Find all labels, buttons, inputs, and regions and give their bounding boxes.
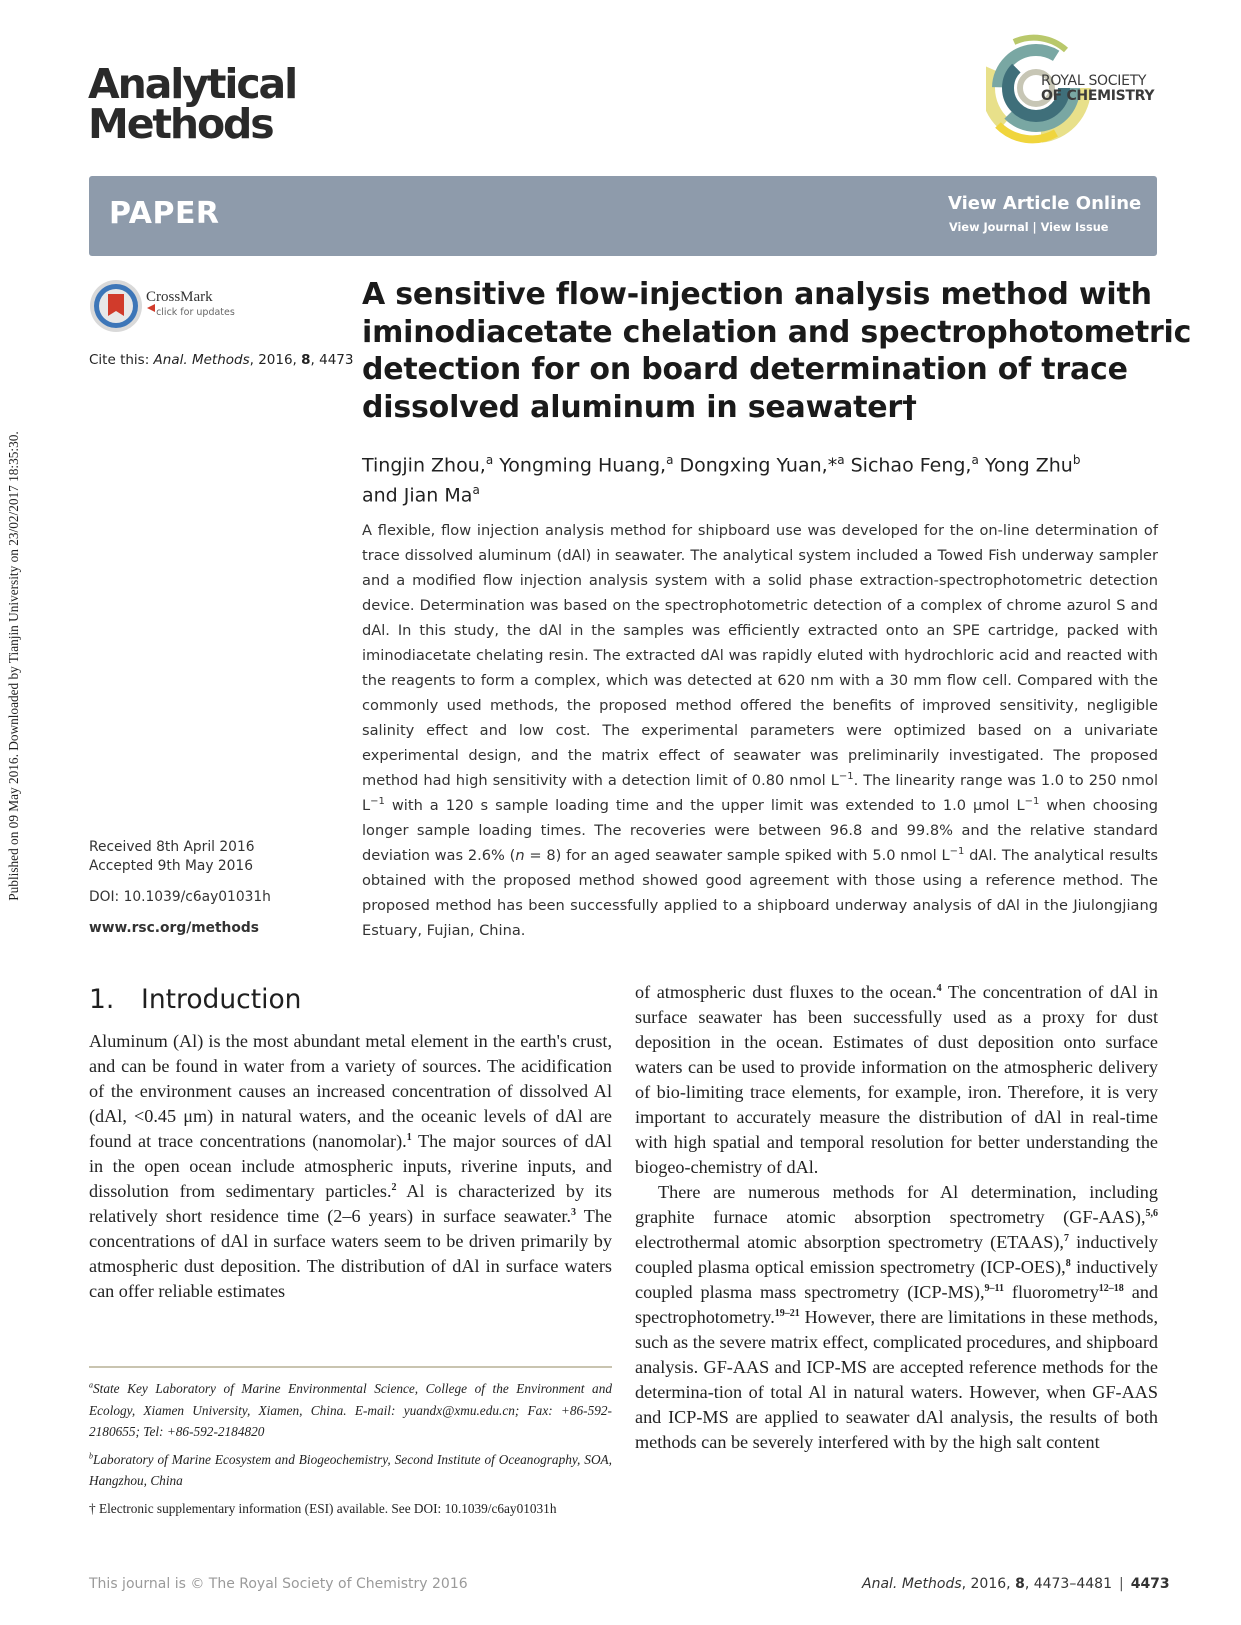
author-list bbox=[362, 448, 1162, 509]
rsc-line2: OF CHEMISTRY bbox=[1041, 88, 1155, 104]
reference-link[interactable]: 1 bbox=[406, 1131, 412, 1143]
reference-link[interactable]: 8 bbox=[1065, 1257, 1071, 1269]
abstract bbox=[362, 518, 1158, 943]
rsc-line1: ROYAL SOCIETY bbox=[1041, 73, 1147, 89]
section-heading bbox=[89, 984, 301, 1015]
abstract-sup: −1 bbox=[838, 771, 854, 783]
citation-year: , 2016, bbox=[249, 352, 302, 368]
author-name[interactable]: and Jian Ma bbox=[362, 484, 473, 507]
abstract-sup: −1 bbox=[1024, 796, 1040, 808]
article-meta bbox=[89, 838, 271, 938]
citation-prefix: Cite this: bbox=[89, 352, 154, 368]
section-title: Introduction bbox=[141, 984, 302, 1015]
author-name[interactable]: Yong Zhu bbox=[984, 454, 1073, 477]
text-run: fluorometry bbox=[1003, 1282, 1099, 1302]
article-type-label: PAPER bbox=[109, 196, 220, 231]
accepted-date: Accepted 9th May 2016 bbox=[89, 858, 253, 874]
footer-journal: Anal. Methods bbox=[862, 1576, 962, 1592]
view-article-online-link[interactable]: View Article Online bbox=[948, 193, 1142, 214]
footnote-mark: a bbox=[89, 1380, 93, 1390]
reference-link[interactable]: 12–18 bbox=[1098, 1282, 1124, 1294]
reference-link[interactable]: 2 bbox=[391, 1181, 397, 1193]
author-affiliation[interactable]: a bbox=[666, 453, 674, 467]
article-title bbox=[362, 276, 1192, 426]
reference-link[interactable]: 5,6 bbox=[1145, 1207, 1158, 1219]
abstract-text: when choosing longer sample loading times. The recoveries were between 96.8 and 99.8% and the relative standard deviation was 2.6% ( bbox=[362, 797, 1159, 864]
section-number: 1. bbox=[89, 984, 115, 1015]
footer-year: , 2016, bbox=[961, 1576, 1016, 1592]
text-run: There are numerous methods for Al determination, including graphite furnace atomic absorption spectrometry (GF-AAS), bbox=[635, 1182, 1158, 1227]
abstract-text: with a 120 s sample loading time and the upper limit was extended to 1.0 μmol L bbox=[384, 797, 1025, 814]
footnote-mark: b bbox=[89, 1451, 93, 1461]
title-line: detection for on board determination of trace bbox=[362, 352, 1128, 387]
reference-link[interactable]: 9–11 bbox=[984, 1282, 1004, 1294]
text-run: The concentrations of dAl in surface waters seem to be driven primarily by atmospheric dust deposition. The distribution of dAl in surface waters can offer reliable estimates bbox=[89, 1206, 612, 1301]
page-number: 4473 bbox=[1130, 1576, 1170, 1592]
reference-link[interactable]: 4 bbox=[936, 982, 942, 994]
abstract-text: = 8) for an aged seawater sample spiked with 5.0 nmol L bbox=[524, 847, 950, 864]
crossmark-subtitle bbox=[147, 307, 235, 318]
citation-page: , 4473 bbox=[310, 352, 354, 368]
reference-link[interactable]: 19–21 bbox=[774, 1307, 800, 1319]
author-name[interactable]: Sichao Feng, bbox=[850, 454, 972, 477]
crossmark-label[interactable]: CrossMark bbox=[146, 289, 213, 305]
paragraph bbox=[635, 980, 1158, 1180]
text-run: Aluminum (Al) is the most abundant metal element in the earth's crust, and can be found in water from a variety of sources. The acidification of the environment causes an increased concentration of dissolved Al (dAl, <0.45 μm) in natural waters, and the oceanic levels of dAl are found at trace concentrations (nanomolar). bbox=[89, 1031, 612, 1151]
view-journal-link[interactable]: View Journal bbox=[949, 221, 1029, 234]
reference-link[interactable]: 7 bbox=[1063, 1232, 1069, 1244]
footnote-divider bbox=[89, 1366, 612, 1368]
title-line: iminodiacetate chelation and spectrophotometric bbox=[362, 314, 1192, 350]
abstract-text: A flexible, flow injection analysis method for shipboard use was developed for the on-line determination of trace dissolved aluminum (dAl) in seawater. The analytical system included a Towed Fish underway sampler and a modified flow injection analysis system with a solid phase extraction-spectrophotometric detection device. Determination was based on the spectrophotometric detection of a complex of chrome azurol S and dAl. In this study, the dAl in the samples was efficiently extracted onto an SPE cartridge, packed with iminodiacetate chelating resin. The extracted dAl was rapidly eluted with hydrochloric acid and reacted with the reagents to form a complex, which was detected at 620 nm with a 30 mm flow cell. Compared with the commonly used methods, the proposed method offered the benefits of improved sensitivity, negligible salinity effect and low cost. The experimental parameters were optimized based on a univariate experimental design, and the matrix effect of seawater was preliminarily investigated. The proposed method had high sensitivity with a detection limit of 0.80 nmol L bbox=[362, 522, 1158, 789]
view-issue-link[interactable]: View Issue bbox=[1040, 221, 1109, 234]
text-run: inductively coupled plasma mass spectrometry (ICP-MS), bbox=[635, 1257, 1158, 1302]
title-line: A sensitive flow-injection analysis method with bbox=[362, 277, 1152, 312]
title-line[interactable]: dissolved aluminum in seawater† bbox=[362, 389, 917, 425]
abstract-text: dAl. The analytical results obtained with the proposed method showed good agreement with those using a reference method. The proposed method has been successfully applied to a shipboard underway analysis of dAl in the Jiulongjiang Estuary, Fujian, China. bbox=[362, 847, 1159, 939]
footnote-affiliation-b bbox=[89, 1449, 612, 1492]
abstract-italic: n bbox=[515, 847, 525, 864]
text-run: and spectrophotometry. bbox=[635, 1282, 1159, 1327]
footer-citation bbox=[862, 1576, 1170, 1592]
author-affiliation[interactable]: a bbox=[472, 483, 480, 498]
footer-pages: , 4473–4481 bbox=[1024, 1576, 1112, 1592]
abstract-text: . The linearity range was 1.0 to 250 nmol L bbox=[362, 772, 1158, 814]
footnote-text: Laboratory of Marine Ecosystem and Biogeochemistry, Second Institute of Oceanography, SOA, Hangzhou, China bbox=[89, 1451, 612, 1488]
text-run: Al is characterized by its relatively short residence time (2–6 years) in surface seawater. bbox=[89, 1181, 612, 1226]
footnote-text: State Key Laboratory of Marine Environmental Science, College of the Environment and Ecology, Xiamen University, Xiamen, China. E-mail: yuandx@xmu.edu.cn; Fax: +86-592-2180655; Tel: +86-592-2184820 bbox=[89, 1381, 612, 1439]
footnote-esi[interactable]: † Electronic supplementary information (ESI) available. See DOI: 10.1039/c6ay01031h bbox=[89, 1500, 557, 1516]
paragraph bbox=[89, 1029, 612, 1304]
article-banner bbox=[89, 176, 1157, 256]
author-name[interactable]: Yongming Huang, bbox=[499, 454, 667, 477]
journal-title-line1: Analytical bbox=[88, 60, 297, 108]
citation-volume: 8 bbox=[301, 352, 311, 368]
abstract-sup: −1 bbox=[949, 846, 965, 858]
text-run: The major sources of dAl in the open ocean include atmospheric inputs, riverine inputs, and dissolution from sedimentary particles. bbox=[89, 1131, 612, 1201]
footnotes bbox=[89, 1378, 612, 1525]
author-affiliation[interactable]: b bbox=[1072, 453, 1081, 467]
rsc-logo-text bbox=[1041, 74, 1154, 104]
download-stamp: Published on 09 May 2016. Downloaded by Tianjin University on 23/02/2017 18:35:30. bbox=[6, 431, 21, 901]
author-name[interactable]: Tingjin Zhou, bbox=[362, 454, 486, 477]
body-column-2 bbox=[635, 980, 1158, 1455]
text-run: electrothermal atomic absorption spectrometry (ETAAS), bbox=[635, 1232, 1064, 1252]
author-affiliation[interactable]: a bbox=[971, 453, 979, 467]
journal-title-line2: Methods bbox=[88, 100, 273, 148]
author-affiliation[interactable]: a bbox=[837, 453, 845, 467]
crossmark-icon[interactable] bbox=[89, 278, 249, 334]
journal-title[interactable] bbox=[88, 60, 297, 148]
journal-website-link[interactable]: www.rsc.org/methods bbox=[89, 920, 259, 936]
text-run: of atmospheric dust fluxes to the ocean. bbox=[635, 982, 937, 1002]
abstract-sup: −1 bbox=[370, 796, 385, 808]
author-affiliation[interactable]: a bbox=[485, 453, 494, 467]
citation bbox=[89, 352, 354, 368]
body-column-1 bbox=[89, 1029, 612, 1304]
footer-copyright: This journal is © The Royal Society of Chemistry 2016 bbox=[89, 1576, 468, 1592]
paragraph bbox=[635, 1180, 1158, 1455]
citation-journal: Anal. Methods bbox=[153, 352, 250, 368]
link-separator: | bbox=[1032, 221, 1037, 234]
footnote-affiliation-a bbox=[89, 1378, 612, 1443]
doi[interactable]: DOI: 10.1039/c6ay01031h bbox=[89, 889, 271, 905]
crossmark-subtitle-text: click for updates bbox=[156, 307, 235, 318]
text-run: The concentration of dAl in surface seawater has been successfully used as a proxy for dust deposition in the ocean. Estimates of dust deposition onto surface waters can be used to provide information on the atmospheric delivery of bio-limiting trace elements, for example, iron. Therefore, it is very important to accurately measure the distribution of dAl in real-time with high spatial and temporal resolution for better understanding the biogeo-chemistry of dAl. bbox=[635, 982, 1159, 1177]
author-name[interactable]: Dongxing Yuan,* bbox=[679, 454, 838, 477]
received-date: Received 8th April 2016 bbox=[89, 839, 255, 855]
footer-volume: 8 bbox=[1015, 1576, 1025, 1592]
footer-separator: | bbox=[1118, 1576, 1124, 1592]
reference-link[interactable]: 3 bbox=[571, 1206, 576, 1218]
view-links bbox=[949, 221, 1108, 234]
text-run: inductively coupled plasma optical emission spectrometry (ICP-OES), bbox=[635, 1232, 1159, 1277]
text-run: However, there are limitations in these methods, such as the severe matrix effect, complicated procedures, and shipboard analysis. GF-AAS and ICP-MS are accepted reference methods for the determina-tion of total Al in natural waters. However, when GF-AAS and ICP-MS are applied to seawater dAl analysis, the results of both methods can be severely interfered with by the high salt content bbox=[635, 1307, 1158, 1452]
